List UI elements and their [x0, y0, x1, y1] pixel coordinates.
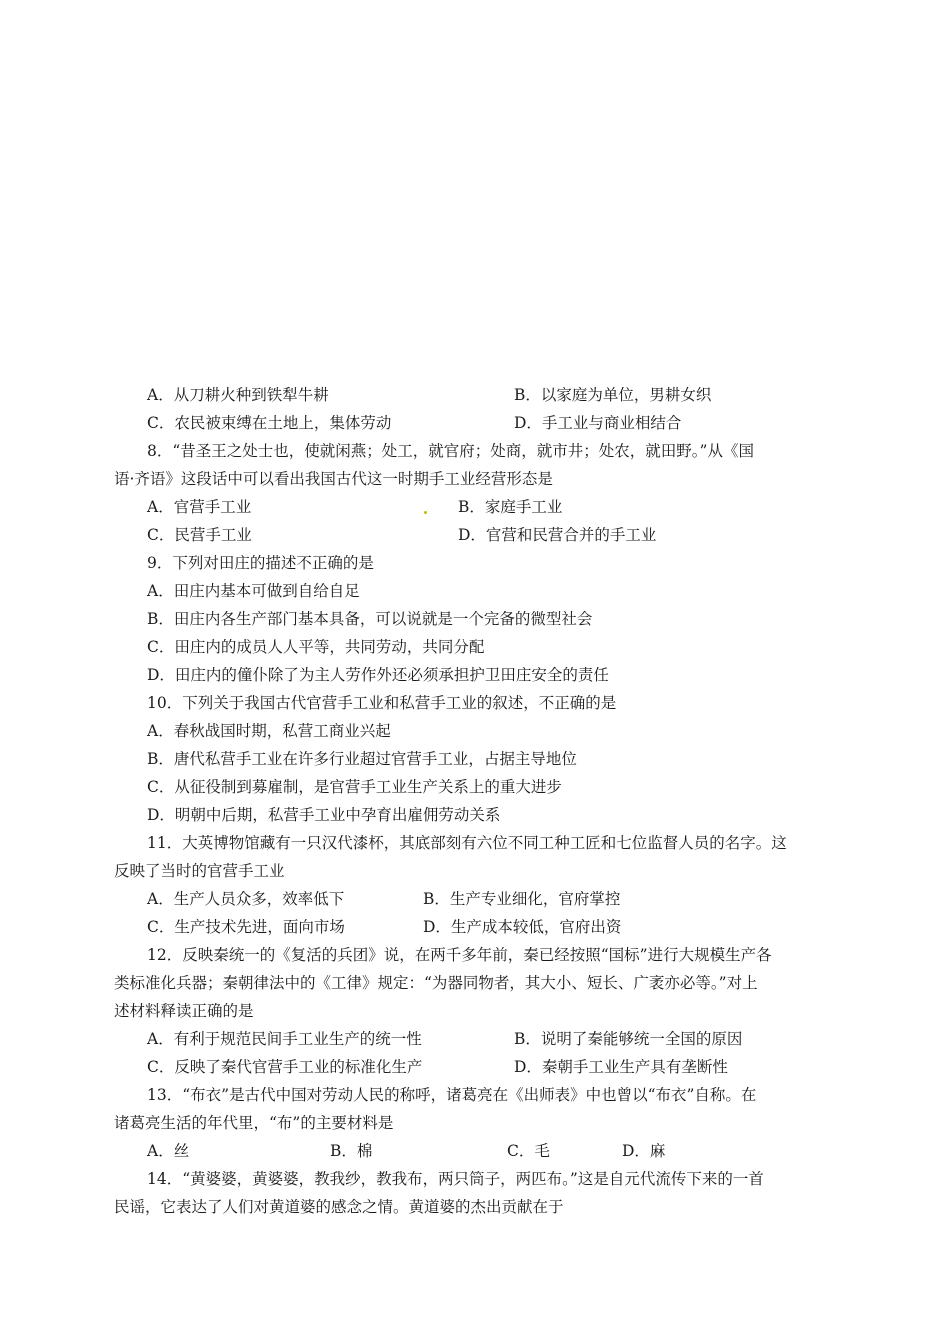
q10-option-b: B．唐代私营手工业在许多行业超过官营手工业，占据主导地位 — [147, 750, 577, 768]
q10-option-c: C．从征役制到募雇制，是官营手工业生产关系上的重大进步 — [147, 778, 562, 796]
q14-stem-line-1: 14．“黄婆婆，黄婆婆，教我纱，教我布，两只筒子，两匹布。”这是自元代流传下来的一首 — [147, 1170, 764, 1188]
q14-stem-line-2: 民谣，它表达了人们对黄道婆的感念之情。黄道婆的杰出贡献在于 — [114, 1198, 564, 1216]
q9-option-b: B．田庄内各生产部门基本具备，可以说就是一个完备的微型社会 — [147, 610, 593, 628]
q9-option-c: C．田庄内的成员人人平等，共同劳动，共同分配 — [147, 638, 485, 656]
q7-option-c: C．农民被束缚在土地上，集体劳动 — [147, 414, 392, 432]
q12-option-d: D．秦朝手工业生产具有垄断性 — [514, 1058, 728, 1076]
q11-option-d: D．生产成本较低，官府出资 — [423, 918, 622, 936]
q9-option-a: A．田庄内基本可做到自给自足 — [147, 582, 360, 600]
q13-option-b: B．棉 — [330, 1142, 373, 1160]
q11-stem-line-2: 反映了当时的官营手工业 — [114, 862, 285, 880]
q10-stem: 10．下列关于我国古代官营手工业和私营手工业的叙述，不正确的是 — [147, 694, 617, 712]
q12-stem-line-3: 述材料释读正确的是 — [114, 1002, 254, 1020]
q10-option-a: A．春秋战国时期，私营工商业兴起 — [147, 722, 391, 740]
q9-option-d: D．田庄内的僮仆除了为主人劳作外还必须承担护卫田庄安全的责任 — [147, 666, 609, 684]
q12-option-b: B．说明了秦能够统一全国的原因 — [514, 1030, 743, 1048]
q7-option-d: D．手工业与商业相结合 — [514, 414, 682, 432]
q11-stem-line-1: 11．大英博物馆藏有一只汉代漆杯，其底部刻有六位不同工种工匠和七位监督人员的名字。这 — [147, 834, 787, 852]
q11-option-b: B．生产专业细化，官府掌控 — [423, 890, 621, 908]
q13-option-a: A．丝 — [147, 1142, 190, 1160]
speck-mark — [424, 511, 427, 514]
q12-option-c: C．反映了秦代官营手工业的标准化生产 — [147, 1058, 423, 1076]
q12-option-a: A．有利于规范民间手工业生产的统一性 — [147, 1030, 422, 1048]
q7-option-b: B．以家庭为单位，男耕女织 — [514, 386, 712, 404]
q8-option-c: C．民营手工业 — [147, 526, 252, 544]
q13-option-c: C．毛 — [507, 1142, 550, 1160]
q12-stem-line-1: 12．反映秦统一的《复活的兵团》说，在两千多年前，秦已经按照“国标”进行大规模生产各 — [147, 946, 772, 964]
q12-stem-line-2: 类标准化兵器；秦朝律法中的《工律》规定：“为器同物者，其大小、短长、广袤亦必等。”对上 — [114, 974, 758, 992]
q13-stem-line-1: 13．“布衣”是古代中国对劳动人民的称呼，诸葛亮在《出师表》中也曾以“布衣”自称。在 — [147, 1086, 757, 1104]
q8-option-a: A．官营手工业 — [147, 498, 252, 516]
q11-option-a: A．生产人员众多，效率低下 — [147, 890, 345, 908]
q8-option-b: B．家庭手工业 — [458, 498, 563, 516]
q7-option-a: A．从刀耕火种到铁犁牛耕 — [147, 386, 329, 404]
q11-option-c: C．生产技术先进，面向市场 — [147, 918, 345, 936]
q8-stem-line-2: 语·齐语》这段话中可以看出我国古代这一时期手工业经营形态是 — [114, 470, 553, 488]
q8-option-d: D．官营和民营合并的手工业 — [458, 526, 657, 544]
q10-option-d: D．明朝中后期，私营手工业中孕育出雇佣劳动关系 — [147, 806, 501, 824]
q8-stem-line-1: 8．“昔圣王之处士也，使就闲燕；处工，就官府；处商，就市井；处农，就田野。”从《国 — [147, 442, 754, 460]
q13-option-d: D．麻 — [622, 1142, 666, 1160]
q13-stem-line-2: 诸葛亮生活的年代里，“布”的主要材料是 — [114, 1114, 394, 1132]
q9-stem: 9．下列对田庄的描述不正确的是 — [147, 554, 374, 572]
